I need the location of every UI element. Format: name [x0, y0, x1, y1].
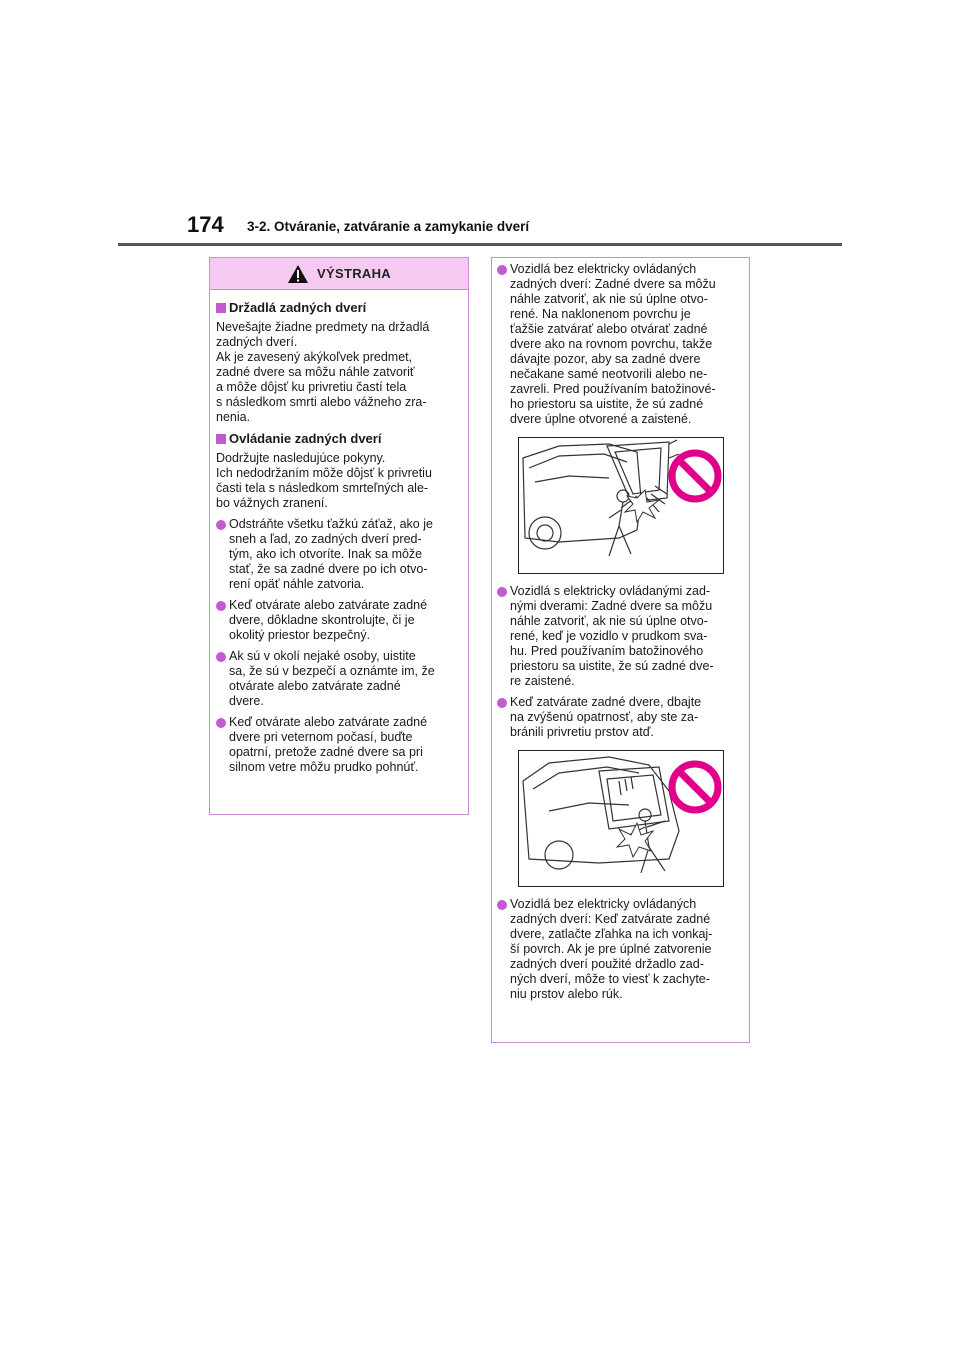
prohibition-icon: [667, 448, 723, 504]
bullet-dot-icon: [497, 698, 507, 708]
chapter-title: 3-2. Otváranie, zatváranie a zamykanie dverí: [247, 219, 530, 234]
illustration-finger-pinch: [518, 750, 724, 887]
list-item: Keď otvárate alebo zatvárate zadné dvere, dôkladne skontrolujte, či je okolitý priestor bezpečný.: [216, 598, 462, 643]
square-bullet-icon: [216, 303, 226, 313]
bullet-dot-icon: [216, 718, 226, 728]
bullet-dot-icon: [497, 900, 507, 910]
list-item: Ak sú v okolí nejaké osoby, uistite sa, že sú v bezpečí a oznámte im, že otvárate alebo zatvárate zadné dvere.: [216, 649, 462, 709]
bullet-dot-icon: [216, 601, 226, 611]
warning-box-left: [209, 257, 469, 815]
list-item: Odstráňte všetku ťažkú záťaž, ako je sneh a ľad, zo zadných dverí pred- tým, ako ich otvoríte. Inak sa môže stať, že sa zadné dvere po ich otvo- rení opäť náhle zatvoria.: [216, 517, 462, 592]
section-heading-handles: Držadlá zadných dverí: [216, 300, 462, 316]
bullet-dot-icon: [497, 265, 507, 275]
warning-box-right: [491, 257, 750, 1043]
warning-header: [210, 258, 468, 290]
warning-content-left: [210, 290, 468, 775]
list-item: Keď otvárate alebo zatvárate zadné dvere pri veternom počasí, buďte opatrní, pretože zadné dvere sa pri silnom vetre môžu prudko pohnúť.: [216, 715, 462, 775]
list-item: Vozidlá bez elektricky ovládaných zadných dverí: Keď zatvárate zadné dvere, zatlačte zľahka na ich vonkaj- ší povrch. Ak je pre úplné zatvorenie zadných dverí použité držadlo zad- ných dverí, môže to viesť k zachyte- niu prstov alebo rúk.: [497, 897, 744, 1002]
warning-content-right: [492, 258, 749, 1002]
illustration-tailgate-falling: [518, 437, 724, 574]
list-item: Keď zatvárate zadné dvere, dbajte na zvýšenú opatrnosť, aby ste za- bránili privretiu prstov atď.: [497, 695, 744, 740]
section-text-handles: Nevešajte žiadne predmety na držadlá zadných dverí. Ak je zavesený akýkoľvek predmet, zadné dvere sa môžu náhle zatvoriť a môže dôjsť ku privretiu častí tela s následkom smrti alebo vážneho zra- nenia.: [216, 320, 430, 424]
bullet-dot-icon: [216, 520, 226, 530]
list-item: Vozidlá s elektricky ovládanými zad- nými dverami: Zadné dvere sa môžu náhle zatvoriť, ak nie sú úplne otvo- rené, keď je vozidlo v prudkom sva- hu. Pred používaním batožinového priestoru sa uistite, že sú zadné dve- re zaistené.: [497, 584, 744, 689]
header-divider: [118, 243, 842, 246]
page-number: 174: [187, 212, 224, 237]
warning-title: VÝSTRAHA: [317, 266, 391, 281]
section-text-operation: Dodržujte nasledujúce pokyny. Ich nedodržaním môže dôjsť k privretiu časti tela s následkom smrteľných ale- bo vážnych zranení.: [216, 451, 432, 510]
prohibition-icon: [667, 759, 723, 815]
bullet-dot-icon: [216, 652, 226, 662]
square-bullet-icon: [216, 434, 226, 444]
list-item: Vozidlá bez elektricky ovládaných zadných dverí: Zadné dvere sa môžu náhle zatvoriť, ak nie sú úplne otvo- rené. Na naklonenom povrchu je ťažšie zatvárať alebo otvárať zadné dvere ako na rovnom povrchu, takže dávajte pozor, aby sa zadné dvere nečakane samé neotvorili alebo ne- zavreli. Pred používaním batožinové- ho priestoru sa uistite, že sú zadné dvere úplne otvorené a zaistené.: [497, 262, 744, 427]
section-heading-operation: Ovládanie zadných dverí: [216, 431, 462, 447]
warning-triangle-icon: [287, 264, 309, 284]
bullet-dot-icon: [497, 587, 507, 597]
